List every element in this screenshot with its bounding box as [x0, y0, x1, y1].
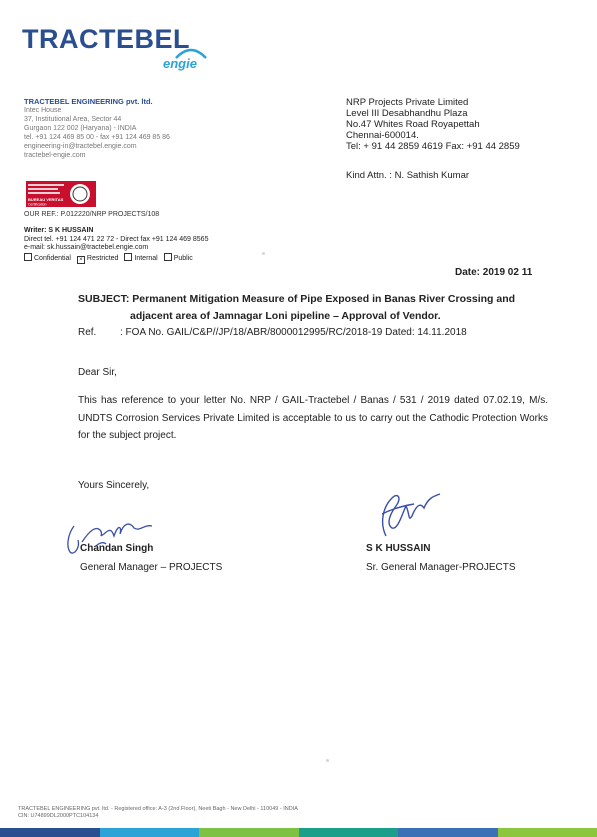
- letter-date: Date: 2019 02 11: [455, 267, 533, 278]
- reference-label: Ref.: [78, 327, 97, 338]
- cert-line-2: Certification: [28, 202, 47, 207]
- writer-email: e-mail: sk.hussain@tractebel.engie.com: [24, 244, 149, 252]
- subject-block: [78, 291, 548, 325]
- classification-label: Internal: [134, 254, 158, 262]
- reference-value: : FOA No. GAIL/C&P//JP/18/ABR/8000012995/RC/2018-19 Dated: 14.11.2018: [120, 327, 467, 338]
- recipient-address: [346, 97, 520, 152]
- decorative-dot: [262, 252, 265, 255]
- classification-label: Restricted: [86, 254, 119, 262]
- classification-label: Public: [173, 254, 193, 262]
- cert-line-1: BUREAU VERITAS: [28, 197, 64, 202]
- recipient-line: No.47 Whites Road Royapettah: [346, 119, 480, 130]
- decorative-dot: [326, 759, 329, 762]
- signatory-2-title: Sr. General Manager-PROJECTS: [366, 562, 516, 573]
- salutation: Dear Sir,: [78, 367, 117, 378]
- sender-line: engineering-in@tractebel.engie.com: [24, 143, 137, 150]
- footer-line-1: TRACTEBEL ENGINEERING pvt. ltd. - Registered office: A-3 (2nd Floor), Neeti Bagh - New Delhi - 110049 - INDIA: [18, 806, 298, 812]
- subject-prefix: SUBJECT:: [78, 293, 130, 305]
- recipient-line: Tel: + 91 44 2859 4619 Fax: +91 44 2859: [346, 141, 520, 152]
- writer-direct: Direct tel. +91 124 471 22 72 - Direct fax +91 124 469 8565: [24, 235, 209, 243]
- company-logo-wordmark: TRACTEBEL: [22, 24, 190, 54]
- footer-line-2: CIN: U74899DL2000PTC104134: [18, 813, 99, 819]
- checkbox-confidential[interactable]: [24, 253, 32, 261]
- footer: [18, 806, 298, 820]
- signatory-2-name: S K HUSSAIN: [366, 543, 431, 554]
- checkbox-internal[interactable]: [124, 253, 132, 261]
- footer-color-bar: [0, 828, 597, 837]
- sender-line: tel. +91 124 469 85 00 - fax +91 124 469 85 86: [24, 134, 170, 141]
- recipient-line: Chennai-600014.: [346, 130, 419, 141]
- sender-line: tractebel-engie.com: [24, 152, 86, 159]
- recipient-line: NRP Projects Private Limited: [346, 97, 469, 108]
- letter-body: This has reference to your letter No. NRP / GAIL-Tractebel / Banas / 531 / 2019 dated 07.02.19, M/s. UNDTS Corrosion Services Private Limited is acceptable to us to carry out the Cathodic Protection Works for the subject project.: [78, 395, 548, 441]
- classification-label: Confidential: [34, 254, 71, 262]
- writer-title: Writer: S K HUSSAIN: [24, 227, 94, 234]
- sender-address: [24, 97, 170, 160]
- recipient-line: Level III Desabhandhu Plaza: [346, 108, 468, 119]
- subject-line-2: adjacent area of Jamnagar Loni pipeline – Approval of Vendor.: [130, 310, 441, 322]
- sender-line: Intec House: [24, 107, 62, 114]
- checkbox-public[interactable]: [164, 253, 172, 261]
- writer-block: [24, 227, 208, 264]
- certification-logo: [26, 181, 96, 207]
- signatory-1-name: Chandan Singh: [80, 543, 154, 554]
- checkbox-restricted[interactable]: ×: [77, 256, 85, 264]
- sender-company-name: TRACTEBEL ENGINEERING pvt. ltd.: [24, 97, 153, 106]
- sender-line: Gurgaon 122 002 (Haryana) - INDIA: [24, 125, 137, 132]
- subject-line-1: Permanent Mitigation Measure of Pipe Exposed in Banas River Crossing and: [132, 293, 516, 305]
- kind-attention: Kind Attn. : N. Sathish Kumar: [346, 170, 470, 181]
- signatory-1-title: General Manager – PROJECTS: [80, 562, 223, 573]
- our-reference: OUR REF.: P.012220/NRP PROJECTS/108: [24, 211, 160, 218]
- company-logo-engie: engie: [163, 56, 197, 71]
- classification-row: [24, 253, 208, 264]
- sender-line: 37, Institutional Area, Sector 44: [24, 116, 122, 123]
- signature-sk-hussain: [362, 484, 452, 542]
- closing: Yours Sincerely,: [78, 480, 150, 491]
